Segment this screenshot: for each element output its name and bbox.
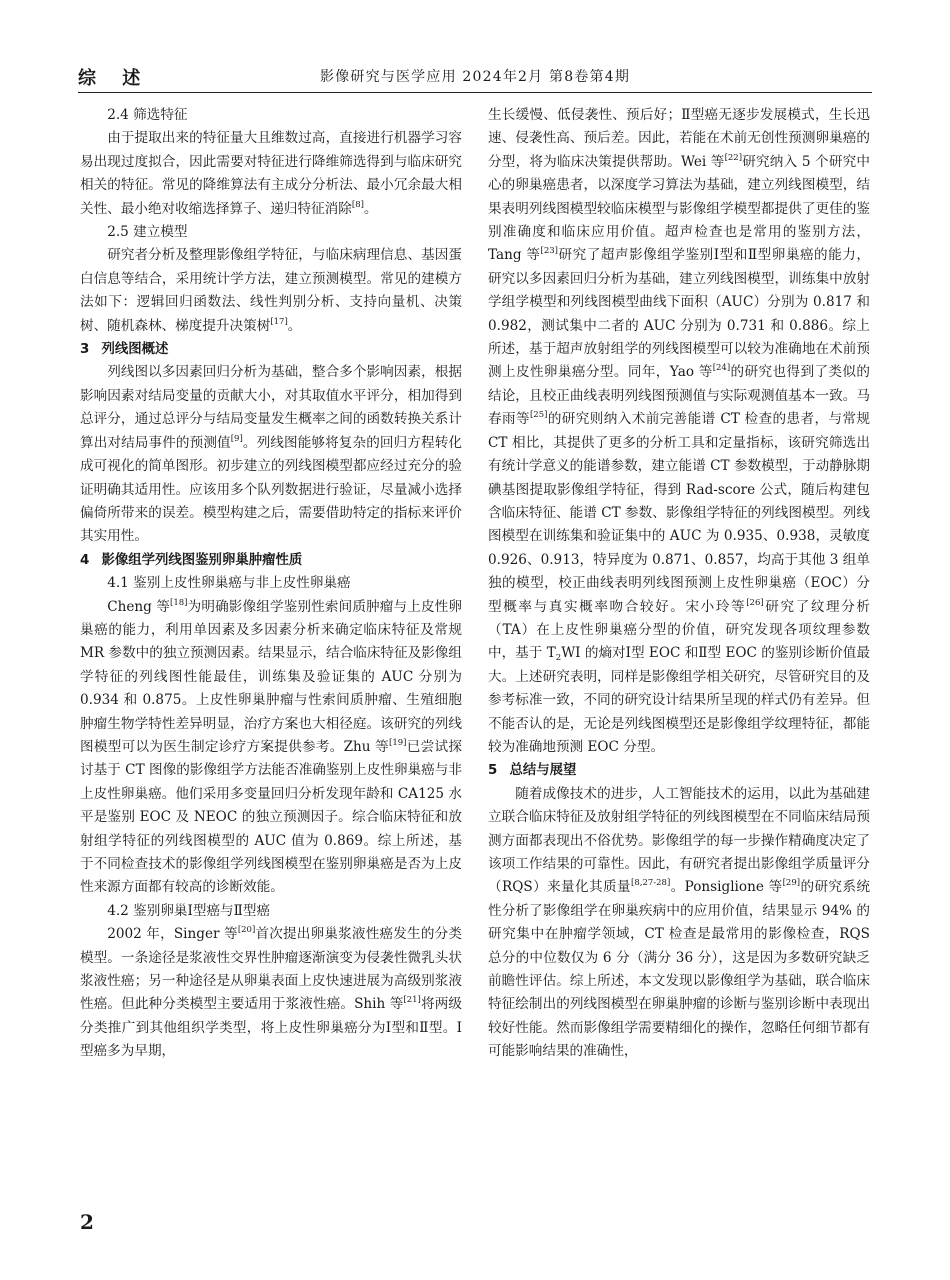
journal-info: 影像研究与医学应用 2024年2月 第8卷第4期 bbox=[319, 69, 631, 85]
paragraph-4-2: 2002 年，Singer 等[20]首次提出卵巢浆液性癌发生的分类模型。一条途径是浆液性交界性肿瘤逐渐演变为侵袭性微乳头状浆液性癌；另一种途径是从卵巢表面上皮快速进展为高级别浆液性癌。但此种分类模型主要适用于浆液性癌。Shih 等[21]将两级分类推广到其他组织学类型，将上皮性卵巢癌分为Ⅰ型和Ⅱ型。Ⅰ型癌多为早期， bbox=[80, 925, 462, 1060]
citation: [23] bbox=[540, 246, 558, 257]
heading-4: 4 影像组学列线图鉴别卵巢肿瘤性质 bbox=[80, 552, 303, 568]
citation: [8] bbox=[351, 199, 364, 210]
citation: [20] bbox=[237, 925, 256, 936]
citation: [9] bbox=[230, 433, 243, 444]
page-header bbox=[78, 64, 872, 90]
citation: [25] bbox=[529, 410, 548, 421]
citation: [24] bbox=[712, 363, 731, 374]
paragraph-3: 列线图以多因素回归分析为基础，整合多个影响因素，根据影响因素对结局变量的贡献大小，对其取值水平评分，相加得到总评分，通过总评分与结局变量发生概率之间的函数转换关系计算出对结局事件的预测值[9]。列线图能够将复杂的回归方程转化成可视化的简单图形。初步建立的列线图模型都应经过充分的验证明确其适用性。应该用多个队列数据进行验证，尽量减小选择偏倚所带来的误差。模型构建之后，需要借助特定的指标来评价其实用性。 bbox=[80, 364, 463, 545]
paragraph-4-2-continued: 生长缓慢、低侵袭性、预后好；Ⅱ型癌无逐步发展模式，生长迅速、侵袭性高、预后差。因此，若能在术前无创性预测卵巢癌的分型，将为临床决策提供帮助。Wei 等[22]研究纳入 5 个研究中心的卵巢癌患者，以深度学习算法为基础，建立列线图模型，结果表明列线图模型较临床模型与影像组学模型都提供了更佳的鉴别准确度和临床应用价值。超声检查也是常用的鉴别方法，Tang 等[23]研究了超声影像组学鉴别Ⅰ型和Ⅱ型卵巢癌的能力，研究以多因素回归分析为基础，建立列线图模型，训练集中放射学组学模型和列线图模型曲线下面积（AUC）分别为 0.817 和 0.982，测试集中二者的 AUC 分别为 0.731 和 0.886。综上所述，基于超声放射组学的列线图模型可以较为准确地在术前预测上皮性卵巢癌分型。同年，Yao 等[24]的研究也得到了类似的结论，且校正曲线表明列线图预测值与实际观测值基本一致。马春雨等[25]的研究则纳入术前完善能谱 CT 检查的患者，与常规 CT 相比，其提供了更多的分析工具和定量指标，该研究筛选出有统计学意义的能谱参数，建立能谱 CT 参数模型，于动静脉期碘基图提取影像组学特征，得到 Rad-score 公式，随后构建包含临床特征、能谱 CT 参数、影像组学特征的列线图模型。列线图模型在训练集和验证集中的 AUC 为 0.935、0.938，灵敏度 0.926、0.913，特异度为 0.871、0.857，均高于其他 3 组单独的模型，校正曲线表明列线图预测上皮性卵巢癌（EOC）分型概率与真实概率吻合较好。宋小玲等[26]研究了纹理分析（TA）在上皮性卵巢癌分型的价值，研究发现各项纹理参数中，基于 $T_2WI$ 的熵对Ⅰ型 EOC 和Ⅱ型 EOC 的鉴别诊断价值最大。上述研究表明，同样是影像组学相关研究，尽管研究目的及参考标准一致，不同的研究设计结果所呈现的样式仍有差异。但不能否认的是，无论是列线图模型还是影像组学纹理特征，都能较为准确地预测 EOC 分型。 bbox=[488, 107, 871, 755]
citation: [17] bbox=[270, 316, 288, 327]
heading-5: 5 总结与展望 bbox=[488, 763, 577, 779]
citation: [21] bbox=[403, 995, 421, 1006]
heading-2-5: 2.5 建立模型 bbox=[107, 224, 188, 241]
left-column bbox=[80, 104, 462, 1064]
paragraph-5: 随着成像技术的进步，人工智能技术的运用，以此为基础建立联合临床特征及放射组学特征的列线图模型在不同临床结局预测方面都表现出不俗优势。影像组学的每一步操作精确度决定了该项工作结果的可靠性。因此，有研究者提出影像组学质量评分（RQS）来量化其质量[8,27-28]。Ponsiglione 等[29]的研究系统性分析了影像组学在卵巢疾病中的应用价值，结果显示 94% 的研究集中在肿瘤学领域，CT 检查是最常用的影像检查，RQS 总分的中位数仅为 6 分（满分 36 分），这是因为多数研究缺乏前瞻性评估。综上所述，本文发现以影像组学为基础，联合临床特征绘制出的列线图模型在卵巢肿瘤的诊断与鉴别诊断中表现出较好性能。然而影像组学需要精细化的操作，忽略任何细节都有可能影响结果的准确性， bbox=[488, 785, 871, 1060]
heading-2-4: 2.4 筛选特征 bbox=[107, 107, 188, 123]
citation: [19] bbox=[389, 737, 407, 748]
paragraph-2-4: 由于提取出来的特征量大且维数过高，直接进行机器学习容易出现过度拟合，因此需要对特征进行降维筛选得到与临床研究相关的特征。常见的降维算法有主成分分析法、最小冗余最大相关性、最小绝对收缩选择算子、递归特征消除[8]。 bbox=[80, 130, 462, 217]
citation: [26] bbox=[746, 597, 764, 608]
paragraph-4-1: Cheng 等[18]为明确影像组学鉴别性索间质肿瘤与上皮性卵巢癌的能力，利用单因素及多因素分析来确定临床特征及常规 MR 参数中的独立预测因素。结果显示，结合临床特征及影像组学特征的列线图性能最佳，训练集及验证集的 AUC 分别为 0.934 和 0.875。上皮性卵巢肿瘤与性索间质肿瘤、生殖细胞肿瘤生物学特性差异明显，治疗方案也大相径庭。该研究的列线图模型可以为医生制定诊疗方案提供参考。Zhu 等[19]已尝试探讨基于 CT 图像的影像组学方法能否准确鉴别上皮性卵巢癌与非上皮性卵巢癌。他们采用多变量回归分析发现年龄和 CA125 水平是鉴别 EOC 及 NEOC 的独立预测因子。综合临床特征和放射组学特征的列线图模型的 AUC 值为 0.869。综上所述，基于不同检查技术的影像组学列线图模型在鉴别卵巢癌是否为上皮性来源方面都有较高的诊断效能。 bbox=[80, 597, 462, 896]
page-number: 2 bbox=[80, 1210, 94, 1234]
section-label: 综 述 bbox=[78, 68, 151, 89]
citation: [29] bbox=[782, 878, 801, 889]
subscript: 2 bbox=[555, 653, 562, 664]
citation: [8,27-28] bbox=[631, 878, 671, 889]
heading-4-2: 4.2 鉴别卵巢Ⅰ型癌与Ⅱ型癌 bbox=[107, 902, 271, 919]
heading-3: 3 列线图概述 bbox=[80, 342, 169, 358]
paragraph-2-5: 研究者分析及整理影像组学特征，与临床病理信息、基因蛋白信息等结合，采用统计学方法，建立预测模型。常见的建模方法如下：逻辑回归函数法、线性判别分析、支持向量机、决策树、随机森林、梯度提升决策树[17]。 bbox=[80, 247, 462, 334]
right-column bbox=[488, 104, 870, 1064]
citation: [22] bbox=[724, 152, 743, 163]
heading-4-1: 4.1 鉴别上皮性卵巢癌与非上皮性卵巢癌 bbox=[107, 575, 351, 592]
citation: [18] bbox=[170, 597, 188, 608]
header-rule bbox=[78, 92, 872, 93]
